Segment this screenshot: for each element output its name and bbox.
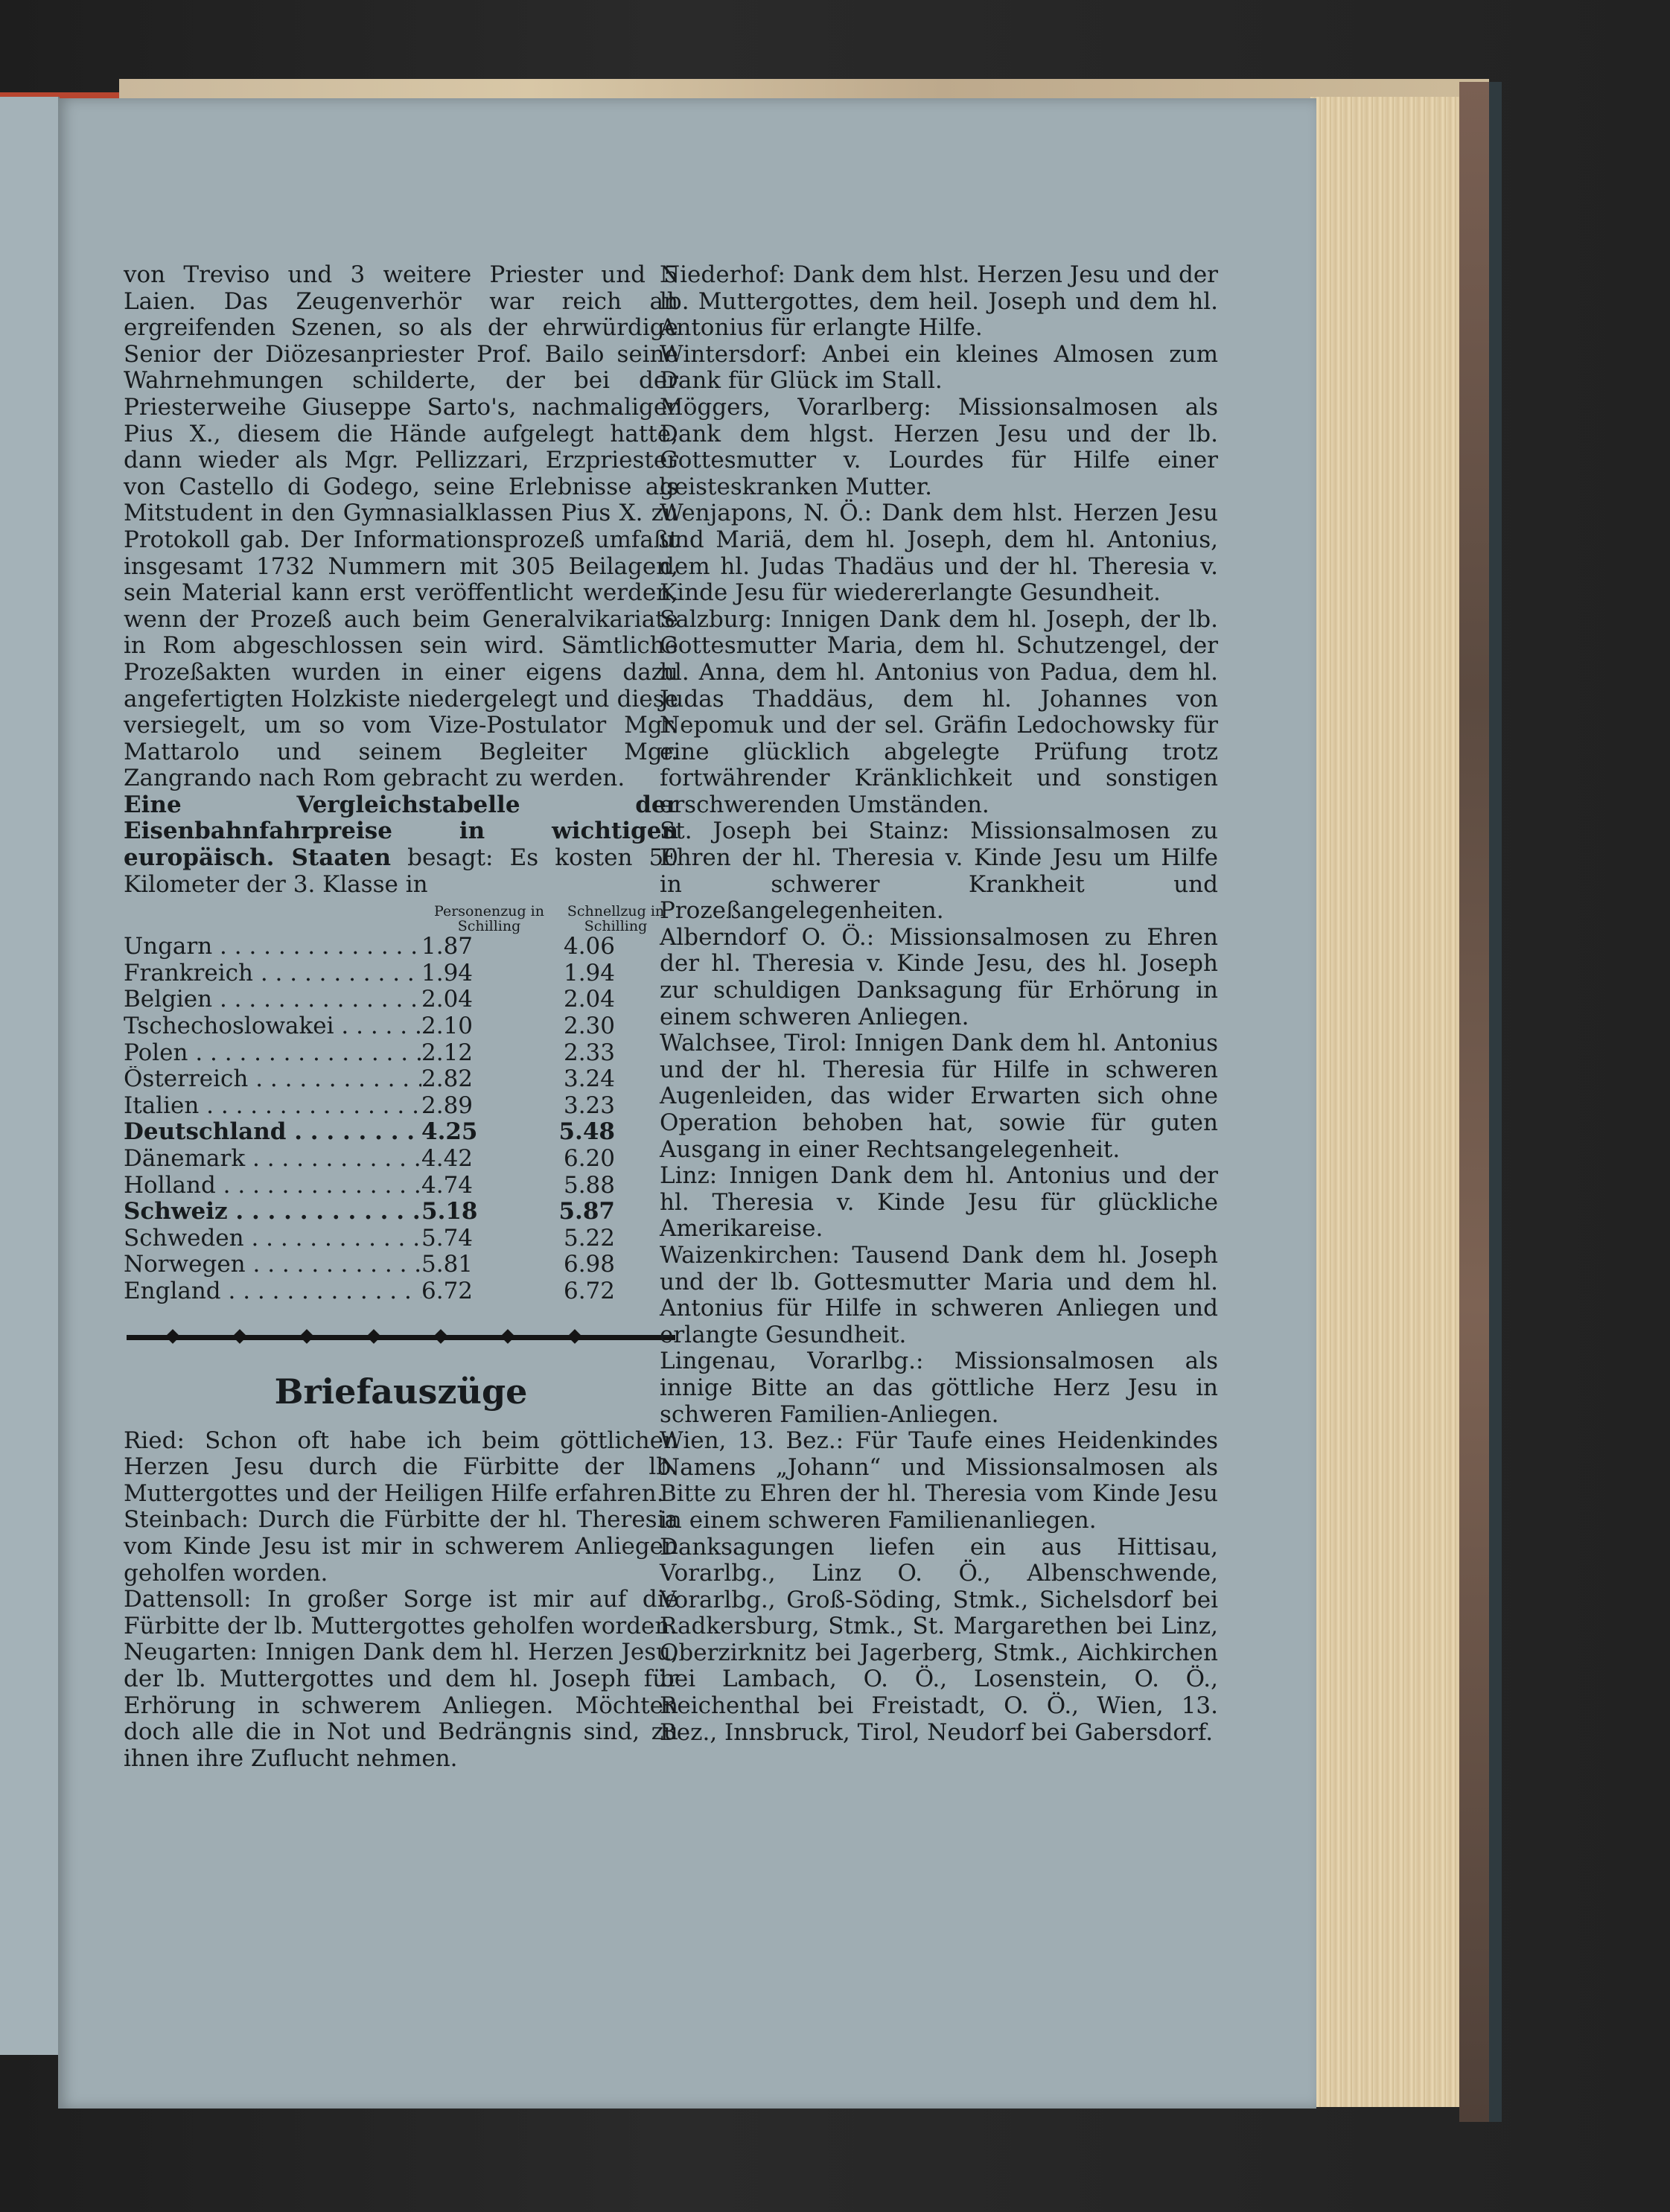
letter-entry: Waizenkirchen: Tausend Dank dem hl. Joseph und der lb. Gottesmutter Maria und dem hl. Antonius für Hilfe in schweren Anliegen und erlangte Gesundheit.: [660, 1241, 1218, 1348]
fare-table: [124, 934, 678, 1304]
personenzug-cell: 2.12: [421, 1039, 474, 1066]
personenzug-cell: 5.81: [421, 1251, 474, 1278]
table-row: [124, 1040, 678, 1067]
letter-entry: Steinbach: Durch die Fürbitte der hl. Theresia vom Kinde Jesu ist mir in schwerem Anliegen geholfen worden.: [124, 1506, 678, 1587]
letter-entry: Wien, 13. Bez.: Für Taufe eines Heidenkindes Namens „Johann“ und Missionsalmosen als Bitte zu Ehren der hl. Theresia vom Kinde Jesu in einem schweren Familienanliegen.: [660, 1427, 1218, 1534]
table-row: [124, 1066, 678, 1093]
schnellzug-cell: 2.33: [563, 1039, 615, 1066]
schnellzug-cell: 6.72: [563, 1277, 615, 1304]
letter-entry: Linz: Innigen Dank dem hl. Antonius und der hl. Theresia v. Kinde Jesu für glückliche Amerikareise.: [660, 1162, 1218, 1243]
personenzug-cell: 2.82: [421, 1065, 474, 1093]
country-cell: Frankreich . . .: [124, 960, 421, 987]
table-intro: [124, 792, 678, 898]
schnellzug-cell: 1.94: [563, 959, 615, 987]
stacked-page-edges: [1310, 97, 1459, 2107]
country-cell: Österreich . . .: [124, 1066, 421, 1093]
letter-entry: Wenjapons, N. Ö.: Dank dem hlst. Herzen Jesu und Mariä, dem hl. Joseph, dem hl. Antonius, dem hl. Judas Thadäus und der hl. Theresia v. Kinde Jesu für wiedererlangte Gesundheit.: [660, 500, 1218, 607]
intro-paragraph: von Treviso und 3 weitere Priester und 5 Laien. Das Zeugenverhör war reich an ergreifenden Szenen, so als der ehrwürdige Senior der Diözesanpriester Prof. Bailo seine Wahrnehmungen schilderte, der bei der Priesterweihe Giuseppe Sarto's, nachmaliger Pius X., diesem die Hände aufgelegt hatte, dann wieder als Mgr. Pellizzari, Erzpriester von Castello di Godego, seine Erlebnisse als Mitstudent in den Gymnasialklassen Pius X. zu Protokoll gab. Der Informationsprozeß umfaßt insgesamt 1732 Nummern mit 305 Beilagen, sein Material kann erst veröffentlicht werden, wenn der Prozeß auch beim Generalvikariate in Rom abgeschlossen sein wird. Sämtliche Prozeßakten wurden in einer eigens dazu angefertigten Holzkiste niedergelegt und diese versiegelt, um so vom Vize-Postulator Mgr. Mattarolo und seinem Begleiter Mgr. Zangrando nach Rom gebracht zu werden.: [124, 261, 678, 792]
country-cell: Schweden . . .: [124, 1225, 421, 1252]
personenzug-cell: 6.72: [421, 1277, 474, 1304]
country-cell: Belgien . . .: [124, 987, 421, 1013]
table-row: [124, 934, 678, 960]
country-cell: Holland . . .: [124, 1173, 421, 1199]
table-row: [124, 1119, 678, 1146]
schnellzug-cell: 3.23: [563, 1091, 615, 1119]
book-cover-edge: [1459, 82, 1489, 2122]
personenzug-cell: 2.04: [421, 986, 474, 1013]
country-cell: Dänemark . . .: [124, 1146, 421, 1173]
table-row: [124, 1173, 678, 1199]
table-row: [124, 1252, 678, 1278]
table-row: [124, 1225, 678, 1252]
letter-entry: Salzburg: Innigen Dank dem hl. Joseph, der lb. Gottesmutter Maria, dem hl. Schutzengel, der hl. Anna, dem hl. Antonius von Padua, dem hl. Judas Thaddäus, dem hl. Johannes von Nepomuk und der sel. Gräfin Ledochowsky für eine glücklich abgelegte Prüfung trotz fortwährender Kränklichkeit und sonstigen erschwerenden Umständen.: [660, 605, 1218, 818]
letter-entry: Danksagungen liefen ein aus Hittisau, Vorarlbg., Linz O. Ö., Albenschwende, Vorarlbg., Groß-Söding, Stmk., Sichelsdorf bei Radkersburg, Stmk., St. Margarethen bei Linz, Oberzirknitz bei Jagerberg, Stmk., Aichkirchen bei Lambach, O. Ö., Losenstein, O. Ö., Reichenthal bei Freistadt, O. Ö., Wien, 13. Bez., Innsbruck, Tirol, Neudorf bei Gabersdorf.: [660, 1533, 1218, 1746]
country-cell: Italien . . .: [124, 1093, 421, 1120]
schnellzug-cell: 5.88: [563, 1171, 615, 1199]
schnellzug-cell: 2.04: [563, 986, 615, 1013]
letter-entry: Ried: Schon oft habe ich beim göttlichen Herzen Jesu durch die Fürbitte der lb. Muttergottes und der Heiligen Hilfe erfahren.: [124, 1427, 678, 1507]
country-cell: Ungarn . . .: [124, 934, 421, 960]
table-intro-bold: Eine Vergleichstabelle der Eisenbahnfahrpreise in wichtigen europäisch. Staaten: [124, 791, 678, 872]
personenzug-cell: 2.89: [421, 1091, 474, 1119]
schnellzug-cell: 4.06: [563, 933, 615, 960]
document-page: [58, 98, 1316, 2109]
letter-entry: Wintersdorf: Anbei ein kleines Almosen zum Dank für Glück im Stall.: [660, 340, 1218, 395]
country-cell: Schweiz . . .: [124, 1199, 421, 1225]
letter-entry: Lingenau, Vorarlbg.: Missionsalmosen als innige Bitte an das göttliche Herz Jesu in schweren Familien-Anliegen.: [660, 1348, 1218, 1428]
schnellzug-cell: 2.30: [563, 1013, 615, 1040]
letter-entry: Niederhof: Dank dem hlst. Herzen Jesu und der lb. Muttergottes, dem heil. Joseph und dem hl. Antonius für erlangte Hilfe.: [660, 261, 1218, 342]
personenzug-cell: 4.42: [421, 1145, 474, 1172]
letter-entry: Walchsee, Tirol: Innigen Dank dem hl. Antonius und der hl. Theresia für Hilfe in schweren Augenleiden, das wider Erwarten sich ohne Operation behoben hat, sowie für guten Ausgang in einer Rechtsangelegenheit.: [660, 1030, 1218, 1163]
personenzug-cell: 5.74: [421, 1224, 474, 1252]
personenzug-cell: 1.94: [421, 959, 474, 987]
table-row: [124, 960, 678, 987]
schnellzug-cell: 6.20: [563, 1145, 615, 1172]
schnellzug-cell: 5.87: [558, 1198, 615, 1225]
table-row: [124, 1013, 678, 1040]
letter-entry: Dattensoll: In großer Sorge ist mir auf die Fürbitte der lb. Muttergottes geholfen worden.: [124, 1586, 678, 1639]
personenzug-cell: 4.25: [421, 1118, 478, 1146]
table-row: [124, 1199, 678, 1225]
fare-table-header: [124, 904, 675, 934]
table-row: [124, 1146, 678, 1173]
letter-entry: Neugarten: Innigen Dank dem hl. Herzen Jesu, der lb. Muttergottes und dem hl. Joseph für Erhörung in schwerem Anliegen. Möchten doch alle die in Not und Bedrängnis sind, zu ihnen ihre Zuflucht nehmen.: [124, 1639, 678, 1772]
country-cell: Polen . . .: [124, 1040, 421, 1067]
table-row: [124, 987, 678, 1013]
schnellzug-cell: 6.98: [563, 1251, 615, 1278]
schnellzug-cell: 5.48: [558, 1118, 615, 1146]
table-intro-rest: besagt: Es kosten 50 Kilometer der 3. Klasse in: [124, 844, 678, 898]
schnellzug-cell: 5.22: [563, 1224, 615, 1252]
right-column: [660, 262, 1218, 1746]
schnellzug-cell: 3.24: [563, 1065, 615, 1093]
personenzug-cell: 2.10: [421, 1013, 474, 1040]
country-cell: England . . .: [124, 1278, 421, 1305]
country-cell: Deutschland . . .: [124, 1119, 421, 1146]
country-cell: Tschechoslowakei . . .: [124, 1013, 421, 1040]
letter-entry: St. Joseph bei Stainz: Missionsalmosen zu Ehren der hl. Theresia v. Kinde Jesu um Hilfe in schwerer Krankheit und Prozeßangelegenheiten.: [660, 817, 1218, 925]
table-row: [124, 1278, 678, 1305]
letter-entry: Möggers, Vorarlberg: Missionsalmosen als Dank dem hlgst. Herzen Jesu und der lb. Gottesmutter v. Lourdes für Hilfe einer geisteskranken Mutter.: [660, 393, 1218, 500]
section-heading: Briefauszüge: [274, 1371, 528, 1412]
ornamental-divider: [127, 1335, 675, 1351]
facing-page-edge: [0, 97, 60, 2055]
header-schnellzug: Schnellzug in Schilling: [567, 903, 665, 935]
table-row: [124, 1093, 678, 1120]
country-cell: Norwegen . . .: [124, 1252, 421, 1278]
left-column: [124, 262, 678, 1772]
letter-entry: Alberndorf O. Ö.: Missionsalmosen zu Ehren der hl. Theresia v. Kinde Jesu, des hl. Joseph zur schuldigen Danksagung für Erhörung in einem schweren Anliegen.: [660, 923, 1218, 1030]
personenzug-cell: 4.74: [421, 1171, 474, 1199]
personenzug-cell: 1.87: [421, 933, 474, 960]
header-personenzug: Personenzug in Schilling: [434, 903, 544, 935]
personenzug-cell: 5.18: [421, 1198, 478, 1225]
